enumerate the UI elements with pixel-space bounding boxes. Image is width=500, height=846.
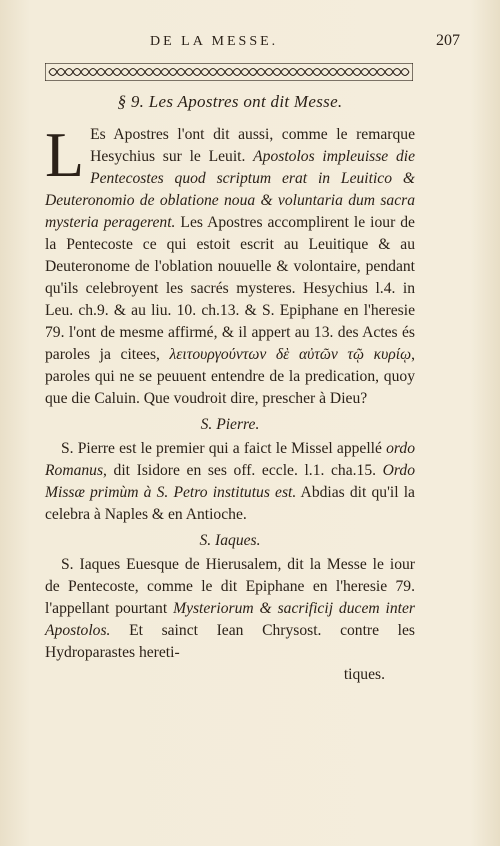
paragraph-text: S. Iaques Euesque de Hierusalem, dit la Messe le iour de Pentecoste, comme le dit Epiphane en l'heresie 79. l'appellant pourtant — [45, 556, 415, 617]
running-title: DE LA MESSE. — [150, 34, 279, 49]
paragraph-text: Et sainct Iean Chrysost. contre les Hydroparastes hereti- — [45, 622, 415, 661]
latin-title: ordo Romanus — [45, 440, 415, 479]
paragraph-text: , paroles qui ne se peuuent entendre de la predication, quoy que die Caluin. Que voudroit dire, prescher à Dieu? — [45, 346, 415, 407]
subheading-iaques: S. Iaques. — [199, 532, 261, 549]
paragraph-text: S. Pierre est le premier qui a faict le Missel appellé — [61, 440, 387, 457]
latin-quotation: Mysteriorum & sacrificij ducem inter Apostolos. — [45, 600, 415, 639]
page-number: 207 — [436, 32, 460, 49]
ornamental-border-band — [45, 63, 413, 81]
greek-quotation: λειτουργούντων δὲ αὐτῶν τῷ κυρίῳ — [169, 346, 412, 363]
subheading-pierre: S. Pierre. — [200, 416, 260, 433]
text-block — [45, 92, 415, 686]
catchword: tiques. — [343, 666, 385, 683]
paragraph-text: Es Apostres l'ont dit aussi, comme le remarque Hesychius sur le Leuit. — [90, 126, 415, 165]
paragraph-text: , dit Isidore en ses off. eccle. l.1. cha.15. — [103, 462, 383, 479]
paragraph-text: Abdias dit qu'il la celebra à Naples & en Antioche. — [45, 484, 415, 523]
paragraph-iaques — [45, 554, 415, 664]
paragraph-text: Les Apostres accomplirent le iour de la Pentecoste ce qui estoit escrit au Leuitique & au Deuteronome de l'oblation nouuelle & volontaire, pendant qu'ils celebroyent les sacrés mysteres. Hesychius l.4. in Leu. ch.9. & au liu. 10. ch.13. & S. Epiphane en l'heresie 79. l'ont de mesme affirmé, & il appert au 13. des Actes és paroles ja citees, — [45, 214, 415, 363]
section-heading: § 9. Les Apostres ont dit Messe. — [117, 92, 343, 111]
paragraph-apostres — [45, 119, 415, 410]
latin-quotation: Ordo Missæ primùm à S. Petro institutus est. — [45, 462, 415, 501]
running-head — [90, 34, 460, 56]
drop-capital: L — [45, 119, 85, 190]
paragraph-pierre — [45, 438, 415, 526]
latin-quotation: Apostolos impleuisse die Pentecostes quod scriptum erat in Leuitico & Deuteronomio de oblatione noua & voluntaria dum sacra mysteria peragerent. — [45, 148, 415, 231]
